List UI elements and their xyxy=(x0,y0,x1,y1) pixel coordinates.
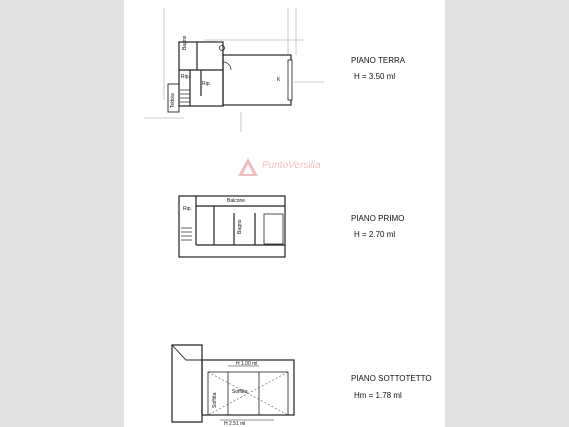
dimension-label: H 1.00 ml xyxy=(236,361,258,367)
room-label-bagno: Bagno xyxy=(237,219,243,234)
room-label-rip: Rip. xyxy=(181,74,190,80)
right-margin xyxy=(445,0,569,427)
left-margin xyxy=(0,0,124,427)
room-label-balcone: Balcone xyxy=(227,198,246,204)
room-label-rip: Rip. xyxy=(183,206,192,212)
room-label-kitchen: K xyxy=(277,77,281,83)
room-label-soffitta: Soffitta xyxy=(232,389,248,395)
ground-floor-title: PIANO TERRA xyxy=(351,56,406,65)
room-label-soffitta: Soffitta xyxy=(212,392,218,408)
room-label-rip: Rip. xyxy=(202,81,211,87)
attic-floor-height: Hm = 1.78 ml xyxy=(354,391,402,400)
watermark-brand-text: PuntoVersilia xyxy=(262,160,321,171)
dimension-label: H 2.51 ml xyxy=(224,421,246,427)
ground-floor-height: H = 3.50 ml xyxy=(354,72,396,81)
floor-plan-sheet xyxy=(124,0,445,427)
room-label-tettoia: Tettoia xyxy=(170,93,176,108)
room-label-bagno: Bagno xyxy=(182,35,188,50)
attic-floor-title: PIANO SOTTOTETTO xyxy=(351,374,432,383)
first-floor-title: PIANO PRIMO xyxy=(351,214,405,223)
attic-floor-plan xyxy=(124,0,445,427)
first-floor-height: H = 2.70 ml xyxy=(354,230,396,239)
